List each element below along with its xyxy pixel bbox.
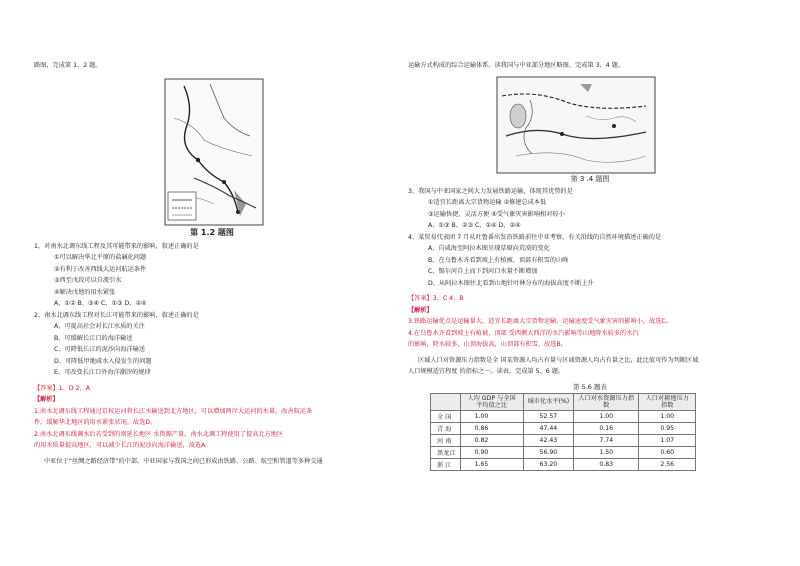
table-cell: 2.56 <box>639 458 696 470</box>
q1-item-2: ②有利于改善西线大运河航运条件 <box>54 265 147 273</box>
map1-caption: 第 1.2 题图 <box>190 227 234 237</box>
table-cell: 河 南 <box>431 434 461 446</box>
right-para-1: 区域人口对资源压力指数是全 国某资源人均占有量与区域资源人均占有量之比，此比值可作为判断区域 <box>418 356 699 364</box>
left-analysis-label: 【解析】 <box>34 396 59 403</box>
right-intro: 运输方式构成的综合运输体系。读我国与中亚部分地区略图，完成第 3、4 题。 <box>408 62 624 69</box>
left-column <box>34 60 390 467</box>
table-cell: 0.60 <box>639 446 696 458</box>
right-analysis-label: 【解析】 <box>408 306 433 314</box>
right-analysis-3: 的影响，降水较多，山顶海拔高，山顶部有积雪，故选B。 <box>408 341 567 348</box>
q2-choice-d: D、可降低甲地咸水入侵发生的问题 <box>54 357 152 365</box>
q4-stem: 4、某贸易代表团 7 月从吐鲁番出发沿铁路前往中亚考察，有关沿线的自然环境描述正确的是 <box>408 233 662 241</box>
pressure-index-table <box>430 393 696 471</box>
table-cell: 1.50 <box>574 446 639 458</box>
q1-stem: 1、对南水北调东线工程及其可能带来的影响，叙述正确的是 <box>34 242 199 250</box>
table-header: 人口对耕地压力指数 <box>639 393 696 410</box>
china-central-asia-map <box>496 76 656 174</box>
table-cell: 浙 江 <box>431 458 461 470</box>
right-para-2: 人口规模适宜程度 的指标之一。读表，完成第 5、6 题。 <box>408 368 565 375</box>
q2-choice-b: B、可缓解长江口的海洋输送 <box>54 334 133 342</box>
table-cell: 42.43 <box>523 434 574 446</box>
table-cell: 0.86 <box>460 422 523 434</box>
table-title: 第 5.6 题表 <box>573 382 607 391</box>
table-row <box>431 422 696 434</box>
table-cell: 0.83 <box>574 458 639 470</box>
table-cell: 0.16 <box>574 422 639 434</box>
q3-choices: A、①③ B、②③ C、①④ D、②④ <box>428 222 521 229</box>
right-answer: 【答案】3、C 4、B <box>408 295 464 302</box>
right-analysis-2: 4.在乌鲁木齐看到坡上有植被，顶部 受西侧大西洋的水汽影响等山地降水较多的水汽 <box>408 329 639 337</box>
q4-choice-d: D、从阿拉木图往北看到山地针叶林分布的海拔高度不断上升 <box>428 279 594 287</box>
south-north-water-map <box>164 78 264 226</box>
q2-choice-c: C、可降低长江的泥沙向海洋输送 <box>54 346 145 353</box>
q2-choice-e: E、可改变长江口外海洋潮汐的规律 <box>54 369 151 376</box>
table-row <box>431 410 696 422</box>
table-cell: 0.95 <box>639 422 696 434</box>
table-header: 人均 GDP 与全国平均值之比 <box>460 393 523 410</box>
q4-choice-b: B、在乌鲁木齐看到坡上有植被、顶部有积雪的山峰 <box>428 256 569 264</box>
table-row <box>431 458 696 470</box>
table-cell: 1.07 <box>639 434 696 446</box>
table-cell: 7.74 <box>574 434 639 446</box>
left-analysis-1: 1.南水北调东线工程通过京杭运河将长江水输送到北方地区，可以增加两岸大运河的水量，改善航运条 <box>34 407 313 415</box>
left-intro: 路图，完成第 1、2 题。 <box>34 62 102 69</box>
q3-items-2: ③运输快捷，灵活方便 ④受气象灾害影响相对较小 <box>428 210 565 218</box>
q4-choice-a: A、自咸海至阿拉木图呈现草原向荒漠的变化 <box>428 245 550 252</box>
table-cell: 56.90 <box>523 446 574 458</box>
left-analysis-2: 件，缓解华北地区的用水紧张状况。故选D。 <box>34 419 157 426</box>
q1-item-4: ④解决戊地的用水紧张 <box>54 288 116 296</box>
table-row <box>431 446 696 458</box>
table-cell: 1.00 <box>639 410 696 422</box>
q1-choices: A、①② B、③④ C、①③ D、②④ <box>54 300 147 307</box>
table-cell: 1.00 <box>574 410 639 422</box>
right-column <box>408 60 772 471</box>
table-cell: 1.65 <box>460 458 523 470</box>
table-cell: 0.90 <box>460 446 523 458</box>
q1-item-1: ①可以解决华北平原的盐碱化问题 <box>54 254 147 261</box>
q3-stem: 3、我国与中亚国家之间大力发展铁路运输，体现其优势的是 <box>408 187 573 195</box>
table-header: 城市化水平(%) <box>523 393 574 410</box>
table-cell: 47.44 <box>523 422 574 434</box>
left-analysis-4: 的用水质量提高地区，可以减少长江的泥沙向海洋输送，故选A。 <box>34 442 212 449</box>
q4-choice-c: C、锡尔河自上而下到河口水量不断增加 <box>428 268 538 275</box>
q2-choice-a: A、可提高社会对长江水质的关注 <box>54 323 145 330</box>
table-cell: 52.57 <box>523 410 574 422</box>
q3-items-1: ①适宜长距离大宗货物运输 ②修建总成本低 <box>428 199 547 206</box>
right-analysis-1: 3.铁路运输优点是运输量大，适宜长距离大宗货物运输，运输速度受气象灾害的影响小，故选C。 <box>408 318 672 325</box>
q1-item-3: ③西至戊段可以自流引水 <box>54 277 122 284</box>
table-cell: 青 海 <box>431 422 461 434</box>
left-bottom-text: 中亚位于“丝绸之路经济带”的中部，中亚国家与我国之间已形成由铁路、公路、航空和管道等多种交通 <box>44 457 323 465</box>
table-row <box>431 434 696 446</box>
table-header-row <box>431 393 696 410</box>
table-cell: 黑龙江 <box>431 446 461 458</box>
map2-caption: 第 3 .4 题图 <box>570 174 610 183</box>
q2-stem: 2、南水北调东线工程对长江可能带来的影响，叙述正确的是 <box>34 311 199 319</box>
table-cell: 0.82 <box>460 434 523 446</box>
table-cell: 1.00 <box>460 410 523 422</box>
table-header <box>431 393 461 410</box>
table-cell: 63.20 <box>523 458 574 470</box>
table-cell: 全 国 <box>431 410 461 422</box>
left-analysis-3: 2.南水北调东线调水后若受到的则延长地区 水资源产量。南水北调工程使用了提高北方地区 <box>34 430 284 438</box>
left-answer: 【答案】1、D 2、A <box>34 384 90 392</box>
table-header: 人口对水资源压力指数 <box>574 393 639 410</box>
